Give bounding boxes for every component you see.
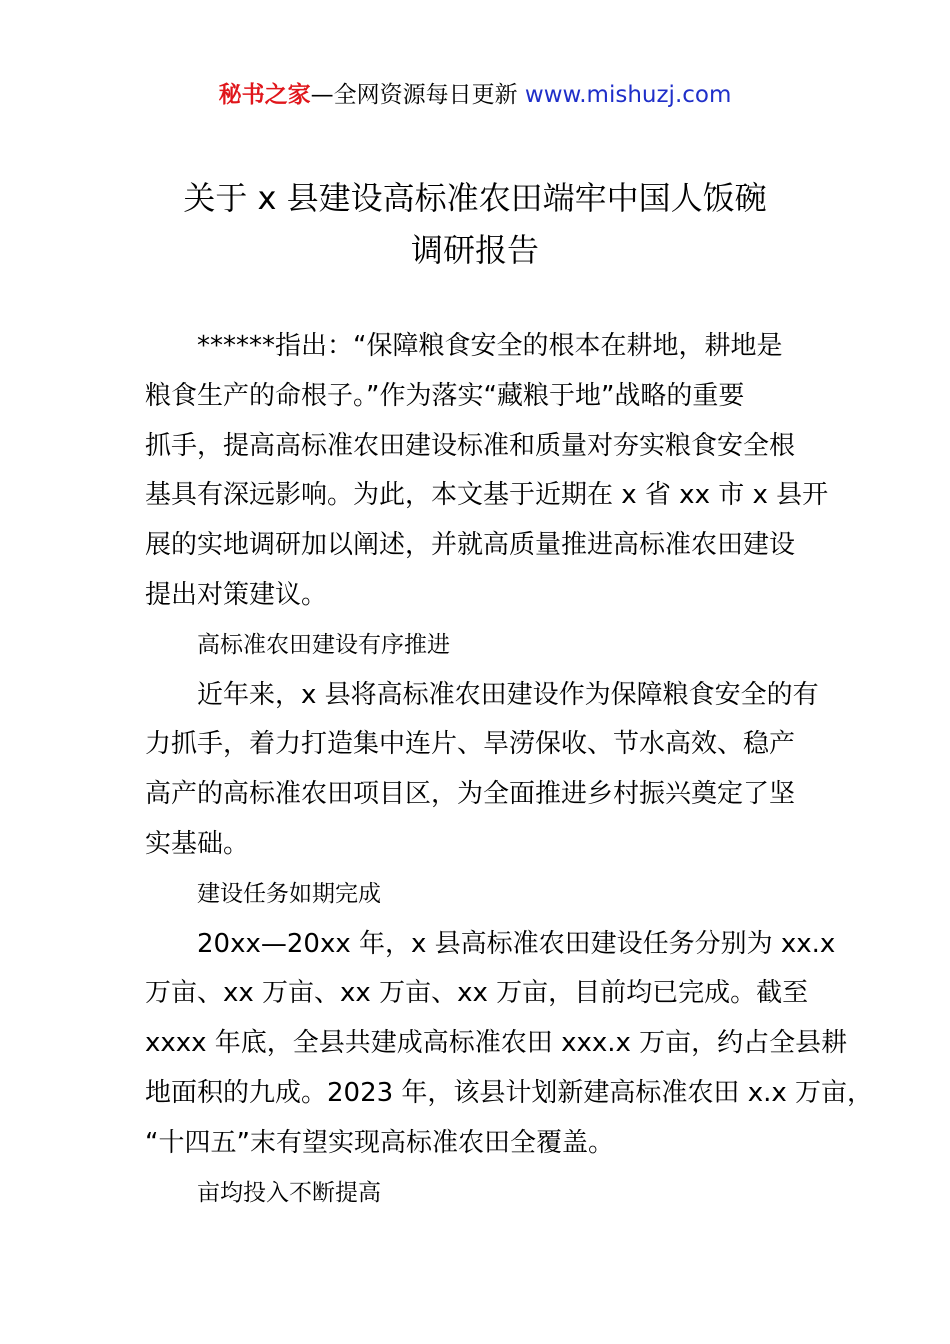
paragraph-line: 高产的高标准农田项目区，为全面推进乡村振兴奠定了坚: [145, 779, 796, 810]
site-brand: 秘书之家: [218, 82, 311, 108]
paragraph-line: 粮食生产的命根子。”作为落实“藏粮于地”战略的重要: [145, 380, 745, 411]
site-url-link[interactable]: www.mishuzj.com: [524, 82, 732, 108]
title-line: 关于 x 县建设高标准农田端牢中国人饭碗: [183, 179, 767, 217]
paragraph-line: 20xx—20xx 年，x 县高标准农田建设任务分别为 xx.x: [197, 928, 836, 959]
title-line: 调研报告: [410, 231, 539, 269]
paragraph-line: ******指出：“保障粮食安全的根本在耕地，耕地是: [197, 331, 783, 361]
site-tagline: —全网资源每日更新: [310, 82, 525, 108]
section-heading: 建设任务如期完成: [197, 880, 381, 907]
document-title: [130, 172, 820, 276]
section-paragraph: [145, 920, 874, 1169]
site-header: [0, 78, 950, 112]
paragraph-line: “十四五”末有望实现高标准农田全覆盖。: [145, 1127, 614, 1158]
section-heading: 亩均投入不断提高: [197, 1179, 381, 1206]
section-heading: 高标准农田建设有序推进: [197, 631, 450, 658]
paragraph-line: 实基础。: [145, 828, 250, 859]
paragraph-line: 提出对策建议。: [145, 579, 328, 610]
intro-paragraph: [145, 322, 829, 621]
paragraph-line: 展的实地调研加以阐述，并就高质量推进高标准农田建设: [145, 530, 796, 561]
paragraph-line: 基具有深远影响。为此，本文基于近期在 x 省 xx 市 x 县开: [145, 480, 829, 511]
paragraph-line: xxxx 年底，全县共建成高标准农田 xxx.x 万亩，约占全县耕: [145, 1028, 848, 1059]
paragraph-line: 万亩、xx 万亩、xx 万亩、xx 万亩，目前均已完成。截至: [145, 978, 809, 1009]
paragraph-line: 近年来，x 县将高标准农田建设作为保障粮食安全的有: [197, 679, 819, 710]
paragraph-line: 地面积的九成。2023 年，该县计划新建高标准农田 x.x 万亩，: [145, 1077, 874, 1108]
paragraph-line: 抓手，提高高标准农田建设标准和质量对夯实粮食安全根: [145, 430, 796, 461]
document-body: [145, 322, 874, 1218]
paragraph-line: 力抓手，着力打造集中连片、旱涝保收、节水高效、稳产: [145, 729, 796, 760]
section-paragraph: [145, 671, 819, 870]
